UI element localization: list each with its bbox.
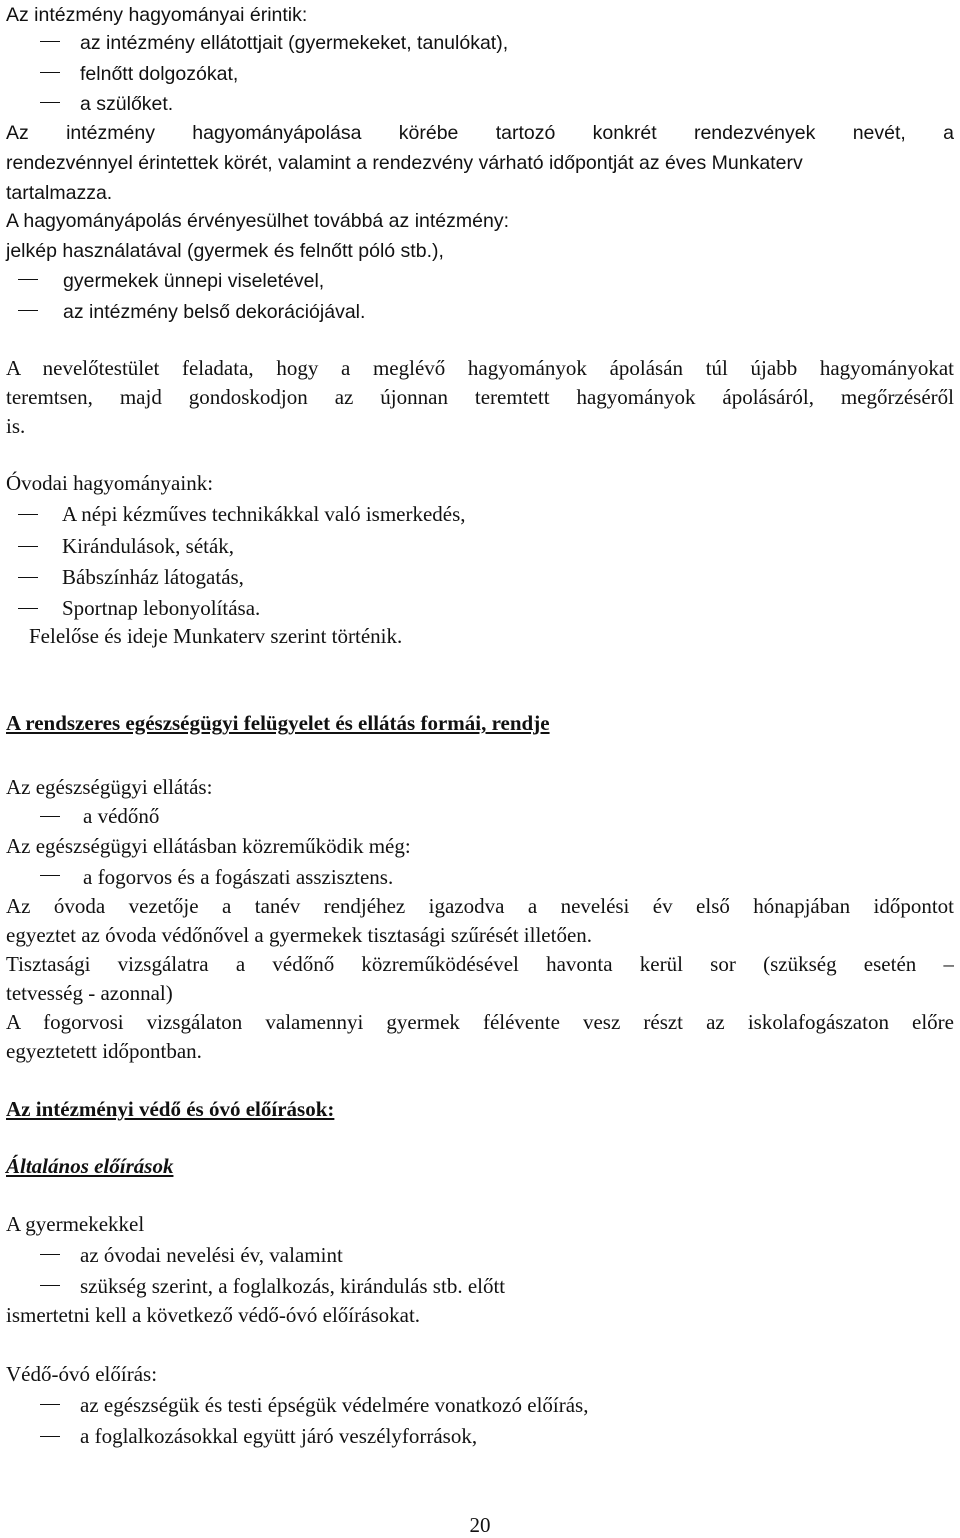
paragraph-line: egyeztetett időpontban. (6, 1039, 202, 1063)
list-item: felnőtt dolgozókat, (80, 63, 239, 85)
list-bullet-dash (18, 514, 38, 515)
list-item: a védőnő (83, 804, 160, 828)
list-item: a fogorvos és a fogászati asszisztens. (83, 865, 394, 889)
paragraph-line: egyeztet az óvoda védőnővel a gyermekek tisztasági szűrését illetően. (6, 923, 593, 947)
section-heading-protection: Az intézményi védő és óvó előírások: (6, 1097, 335, 1121)
list-item: gyermekek ünnepi viseletével, (63, 270, 325, 292)
list-item: Sportnap lebonyolítása. (62, 596, 261, 620)
paragraph-line: is. (6, 414, 26, 438)
paragraph-line: tartalmazza. (6, 182, 113, 204)
paragraph-line: Az egészségügyi ellátásban közreműködik még: (6, 834, 411, 858)
list-bullet-dash (18, 279, 38, 280)
list-item: a szülőket. (80, 93, 174, 115)
paragraph-line: jelkép használatával (gyermek és felnőtt póló stb.), (6, 240, 444, 262)
list-item: a foglalkozásokkal együtt járó veszélyforrások, (80, 1424, 478, 1448)
paragraph-line: Az intézmény hagyományápolása körébe tartozó konkrét rendezvények nevét, a (6, 122, 954, 144)
subsection-heading: Általános előírások (6, 1154, 174, 1178)
list-bullet-dash (18, 608, 38, 609)
list-bullet-dash (18, 546, 38, 547)
paragraph-line: tetvesség - azonnal) (6, 981, 173, 1005)
paragraph-line: Az óvoda vezetője a tanév rendjéhez igazodva a nevelési év első hónapjában időpontot (6, 894, 954, 918)
list-item: Kirándulások, séták, (62, 534, 235, 558)
paragraph-line: ismertetni kell a következő védő-óvó előírásokat. (6, 1303, 421, 1327)
paragraph-line: A gyermekekkel (6, 1212, 145, 1236)
list-bullet-dash (40, 72, 60, 73)
paragraph-line: A nevelőtestület feladata, hogy a meglévő hagyományok ápolásán túl újabb hagyományokat (6, 356, 954, 380)
section-heading-health: A rendszeres egészségügyi felügyelet és ellátás formái, rendje (6, 711, 550, 735)
list-item: az intézmény ellátottjait (gyermekeket, tanulókat), (80, 32, 509, 54)
paragraph-line: A hagyományápolás érvényesülhet továbbá az intézmény: (6, 210, 509, 232)
paragraph-line: Védő-óvó előírás: (6, 1362, 158, 1386)
list-bullet-dash (18, 310, 38, 311)
list-item: az intézmény belső dekorációjával. (63, 301, 366, 323)
traditions-intro: Az intézmény hagyományai érintik: (6, 4, 308, 26)
list-item: az óvodai nevelési év, valamint (80, 1243, 343, 1267)
list-item: Bábszínház látogatás, (62, 565, 244, 589)
list-item: szükség szerint, a foglalkozás, kirándulás stb. előtt (80, 1274, 506, 1298)
list-item: az egészségük és testi épségük védelmére vonatkozó előírás, (80, 1393, 589, 1417)
list-bullet-dash (40, 875, 60, 876)
kindergarten-traditions-intro: Óvodai hagyományaink: (6, 471, 214, 495)
list-bullet-dash (40, 41, 60, 42)
paragraph-line: teremtsen, majd gondoskodjon az újonnan teremtett hagyományok ápolásáról, megőrzéséről (6, 385, 954, 409)
list-bullet-dash (18, 577, 38, 578)
paragraph-line: A fogorvosi vizsgálaton valamennyi gyermek félévente vesz részt az iskolafogászaton előre (6, 1010, 954, 1034)
list-bullet-dash (40, 1254, 60, 1255)
page-number: 20 (469, 1513, 491, 1537)
list-bullet-dash (40, 1404, 60, 1405)
list-item: A népi kézműves technikákkal való ismerkedés, (62, 502, 466, 526)
paragraph-line: Tisztasági vizsgálatra a védőnő közreműködésével havonta kerül sor (szükség esetén – (6, 952, 954, 976)
list-bullet-dash (40, 816, 60, 817)
paragraph-line: Az egészségügyi ellátás: (6, 775, 213, 799)
responsibility-note: Felelőse és ideje Munkaterv szerint történik. (29, 624, 403, 648)
list-bullet-dash (40, 1436, 60, 1437)
paragraph-line: rendezvénnyel érintettek körét, valamint a rendezvény várható időpontját az éves Munkaterv (6, 152, 803, 174)
list-bullet-dash (40, 1285, 60, 1286)
list-bullet-dash (40, 102, 60, 103)
